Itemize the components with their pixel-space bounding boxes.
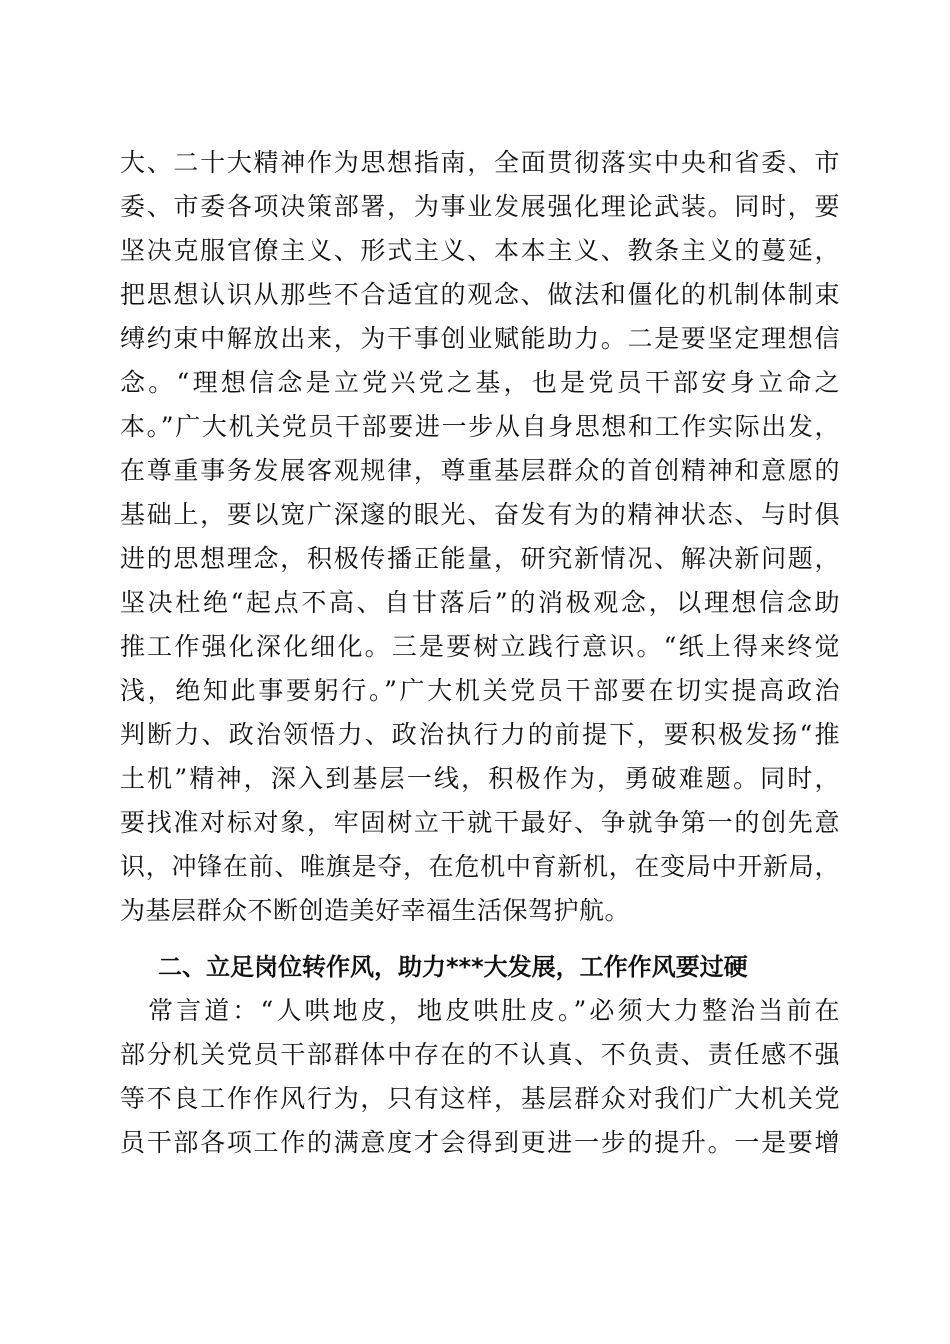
paragraph-line: 大、二十大精神作为思想指南，全面贯彻落实中央和省委、市	[120, 148, 840, 177]
paragraph-line: 把思想认识从那些不合适宜的观念、做法和僵化的机制体制束	[120, 280, 840, 309]
paragraph-line: 为基层群众不断创造美好幸福生活保驾护航。	[120, 896, 631, 925]
paragraph-line: 要找准对标对象，牢固树立干就干最好、争就争第一的创先意	[120, 808, 840, 837]
paragraph-line: 常言道：“人哄地皮，地皮哄肚皮。”必须大力整治当前在	[148, 996, 840, 1025]
paragraph-line: 识，冲锋在前、唯旗是夺，在危机中育新机，在变局中开新局，	[120, 852, 840, 881]
paragraph-line: 土机”精神，深入到基层一线，积极作为，勇破难题。同时，	[120, 764, 840, 793]
paragraph-line: 坚决杜绝“起点不高、自甘落后”的消极观念，以理想信念助	[120, 588, 840, 617]
section-heading: 二、立足岗位转作风，助力***大发展，工作作风要过硬	[158, 953, 748, 981]
paragraph-line: 进的思想理念，积极传播正能量，研究新情况、解决新问题，	[120, 544, 840, 573]
paragraph-line: 坚决克服官僚主义、形式主义、本本主义、教条主义的蔓延，	[120, 236, 840, 265]
paragraph-line: 浅，绝知此事要躬行。”广大机关党员干部要在切实提高政治	[120, 676, 840, 705]
paragraph-line: 基础上，要以宽广深邃的眼光、奋发有为的精神状态、与时俱	[120, 500, 840, 529]
paragraph-line: 委、市委各项决策部署，为事业发展强化理论武装。同时，要	[120, 192, 840, 221]
paragraph-line: 等不良工作作风行为，只有这样，基层群众对我们广大机关党	[120, 1084, 840, 1113]
paragraph-line: 推工作强化深化细化。三是要树立践行意识。“纸上得来终觉	[120, 632, 840, 661]
paragraph-line: 本。”广大机关党员干部要进一步从自身思想和工作实际出发，	[120, 412, 840, 441]
paragraph-line: 在尊重事务发展客观规律，尊重基层群众的首创精神和意愿的	[120, 456, 840, 485]
paragraph-line: 判断力、政治领悟力、政治执行力的前提下，要积极发扬“推	[120, 720, 840, 749]
paragraph-line: 部分机关党员干部群体中存在的不认真、不负责、责任感不强	[120, 1040, 840, 1069]
paragraph-line: 缚约束中解放出来，为干事创业赋能助力。二是要坚定理想信	[120, 324, 840, 353]
paragraph-line: 念。“理想信念是立党兴党之基，也是党员干部安身立命之	[120, 368, 840, 397]
paragraph-line: 员干部各项工作的满意度才会得到更进一步的提升。一是要增	[120, 1128, 840, 1157]
